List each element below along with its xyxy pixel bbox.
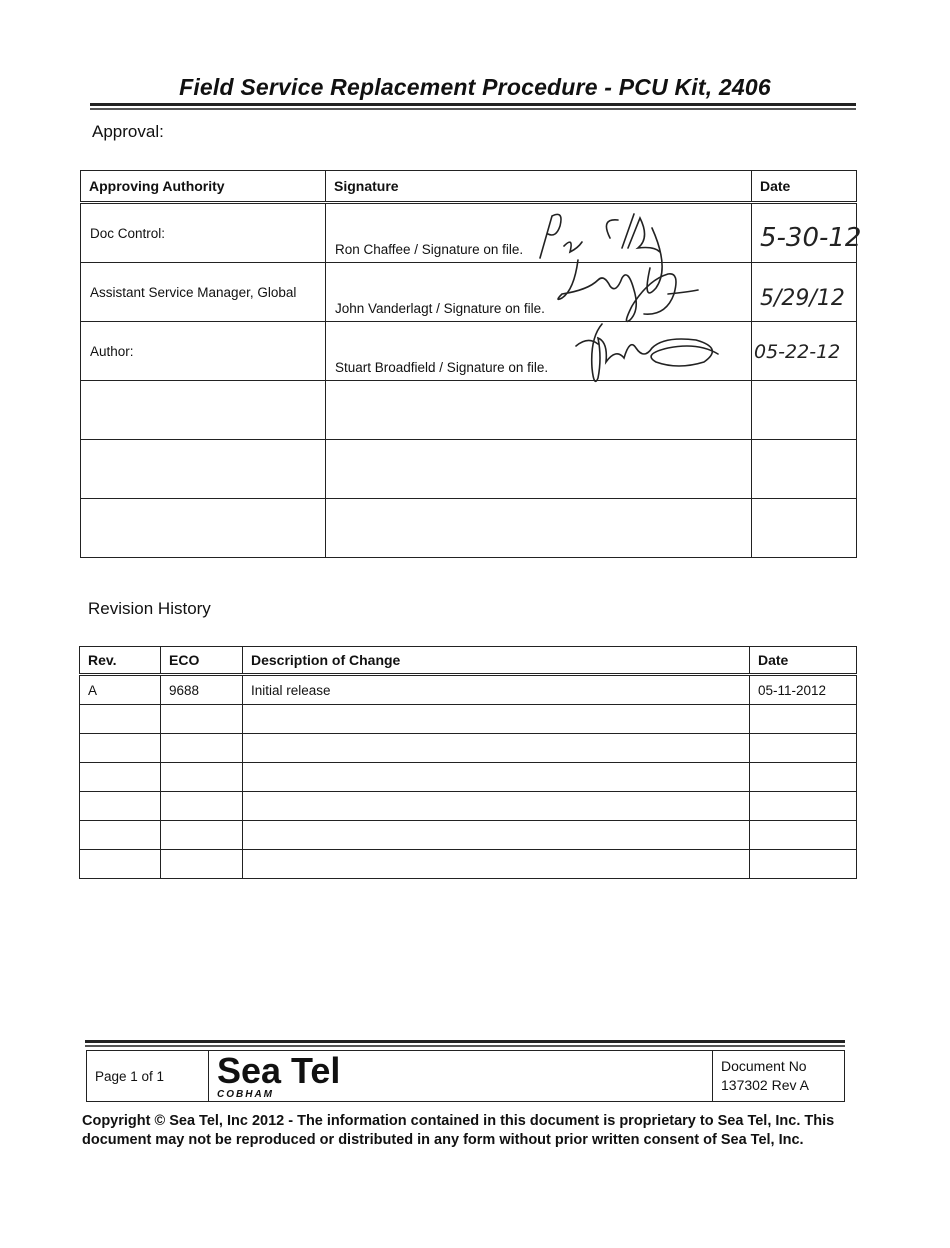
approval-signer: Stuart Broadfield / Signature on file.	[335, 360, 549, 375]
copyright-notice: Copyright © Sea Tel, Inc 2012 - The information contained in this document is proprietary to Sea Tel, Inc. This document may not be reproduced or distributed in any form without prior written consent of Sea Tel, Inc.	[82, 1113, 835, 1148]
document-number-cell	[713, 1051, 845, 1102]
revision-row	[80, 675, 857, 705]
revision-description: Initial release	[243, 675, 750, 705]
handwritten-date-3	[752, 328, 857, 376]
document-number-label: Document No	[721, 1058, 807, 1074]
approval-col-authority: Approving Authority	[81, 171, 326, 203]
approval-row-empty	[81, 440, 857, 499]
footer-table	[86, 1050, 845, 1102]
revision-row-empty	[80, 792, 857, 821]
revision-row-empty	[80, 763, 857, 792]
approval-row	[81, 322, 857, 381]
revision-col-rev: Rev.	[80, 647, 161, 675]
footer-divider-secondary	[85, 1045, 845, 1047]
document-number-value: 137302 Rev A	[721, 1077, 809, 1093]
approval-role: Doc Control:	[90, 226, 166, 241]
brand-subtitle: COBHAM	[217, 1088, 274, 1100]
page-number: Page 1 of 1	[87, 1051, 209, 1102]
revision-header-row	[80, 647, 857, 675]
revision-eco: 9688	[161, 675, 243, 705]
revision-date: 05-11-2012	[750, 675, 857, 705]
approval-date-cell	[752, 263, 857, 322]
title-divider	[90, 103, 856, 106]
revision-row-empty	[80, 850, 857, 879]
approval-row-empty	[81, 381, 857, 440]
approval-signer: John Vanderlagt / Signature on file.	[335, 301, 545, 316]
brand-logo	[209, 1051, 713, 1102]
brand-name: Sea Tel	[217, 1049, 341, 1091]
approval-col-signature: Signature	[326, 171, 752, 203]
approval-row-empty	[81, 499, 857, 558]
approval-role: Author:	[90, 344, 134, 359]
revision-row-empty	[80, 705, 857, 734]
revision-history-heading: Revision History	[88, 599, 211, 618]
revision-row-empty	[80, 734, 857, 763]
footer-divider	[85, 1040, 845, 1043]
approval-heading: Approval:	[92, 122, 164, 141]
revision-col-date: Date	[750, 647, 857, 675]
handwritten-date-text: 05-22-12	[754, 341, 841, 363]
handwritten-date-text: 5/29/12	[760, 286, 845, 311]
document-title: Field Service Replacement Procedure - PCU Kit, 2406	[179, 74, 771, 100]
approval-col-date: Date	[752, 171, 857, 203]
revision-row-empty	[80, 821, 857, 850]
signature-stuart-broadfield	[568, 318, 728, 394]
revision-table	[79, 646, 857, 879]
title-divider-secondary	[90, 108, 856, 110]
handwritten-date-2	[758, 269, 853, 317]
approval-row	[81, 263, 857, 322]
approval-header-row	[81, 171, 857, 203]
approval-date-cell	[752, 203, 862, 263]
handwritten-date-1	[758, 210, 862, 258]
approval-signer: Ron Chaffee / Signature on file.	[335, 242, 524, 257]
approval-row	[81, 203, 857, 263]
approval-date-cell	[752, 322, 857, 381]
revision-col-description: Description of Change	[243, 647, 750, 675]
approval-table	[80, 170, 862, 558]
revision-col-eco: ECO	[161, 647, 243, 675]
approval-role: Assistant Service Manager, Global	[90, 285, 297, 300]
revision-rev: A	[80, 675, 161, 705]
handwritten-date-text: 5-30-12	[760, 223, 862, 253]
